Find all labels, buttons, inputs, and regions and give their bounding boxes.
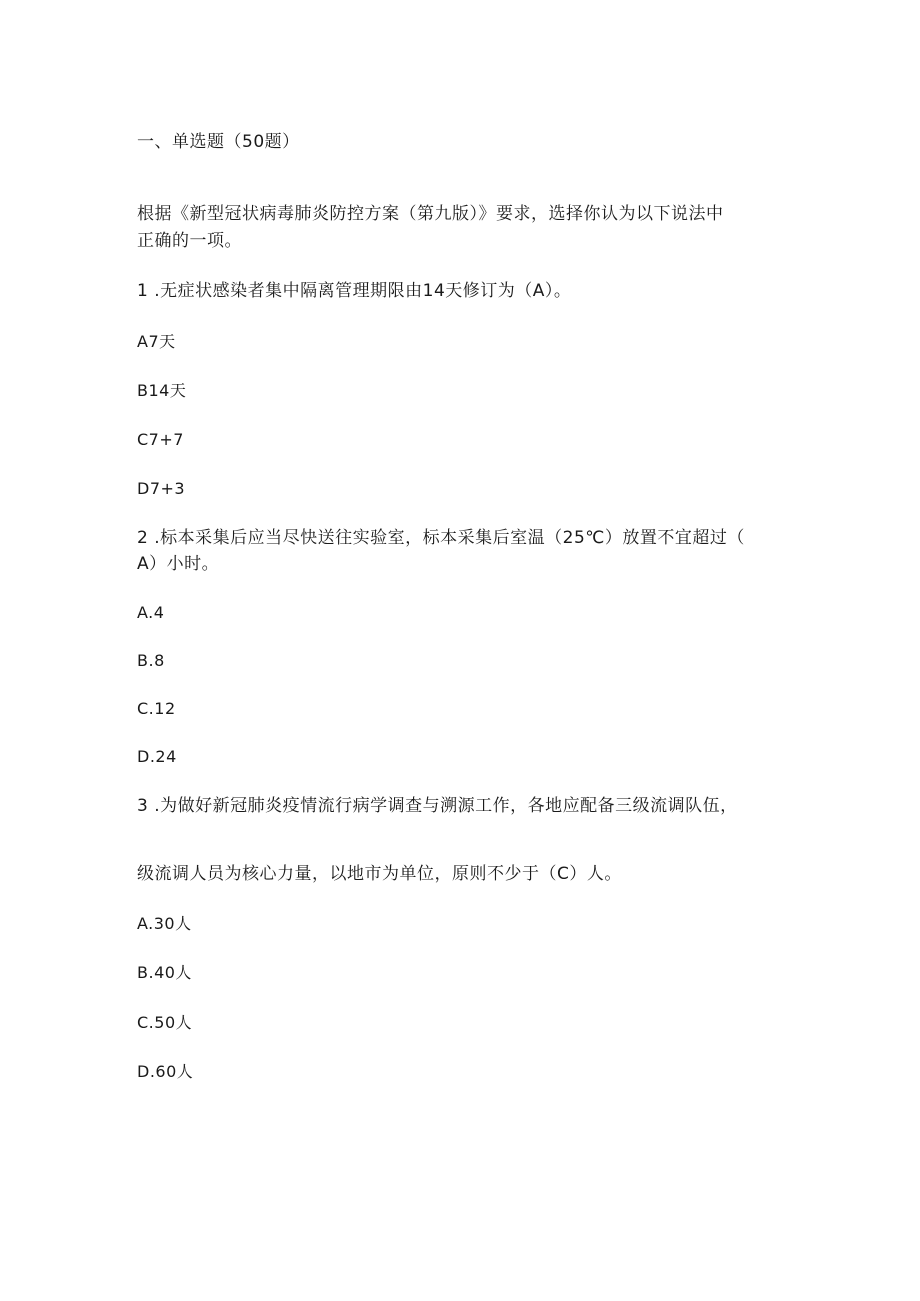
question-2-text-line-2: A）小时。 — [137, 554, 220, 574]
question-1-option-b: B14天 — [137, 381, 187, 400]
question-1-option-d: D7+3 — [137, 479, 186, 498]
intro-text-line-1: 根据《新型冠状病毒肺炎防控方案（第九版）》要求，选择你认为以下说法中 — [137, 204, 724, 224]
question-3-text-line-2: 级流调人员为核心力量，以地市为单位，原则不少于（C）人。 — [137, 864, 622, 884]
question-2-option-a: A.4 — [137, 603, 165, 622]
question-1-option-c: C7+7 — [137, 430, 184, 449]
question-1-option-a: A7天 — [137, 332, 176, 351]
section-heading: 一、单选题（50题） — [137, 132, 300, 152]
question-3-option-b: B.40人 — [137, 963, 192, 982]
question-1-text: 1 .无症状感染者集中隔离管理期限由14天修订为（A）。 — [137, 281, 572, 301]
question-2-text-line-1: 2 .标本采集后应当尽快送往实验室，标本采集后室温（25℃）放置不宜超过（ — [137, 528, 745, 548]
question-3-text-line-1: 3 .为做好新冠肺炎疫情流行病学调查与溯源工作，各地应配备三级流调队伍， — [137, 796, 738, 816]
intro-text-line-2: 正确的一项。 — [137, 231, 242, 251]
question-3-option-c: C.50人 — [137, 1013, 193, 1032]
question-3-option-d: D.60人 — [137, 1062, 194, 1081]
question-2-option-d: D.24 — [137, 747, 177, 766]
question-2-option-c: C.12 — [137, 699, 176, 718]
question-2-option-b: B.8 — [137, 651, 165, 670]
question-3-option-a: A.30人 — [137, 914, 192, 933]
